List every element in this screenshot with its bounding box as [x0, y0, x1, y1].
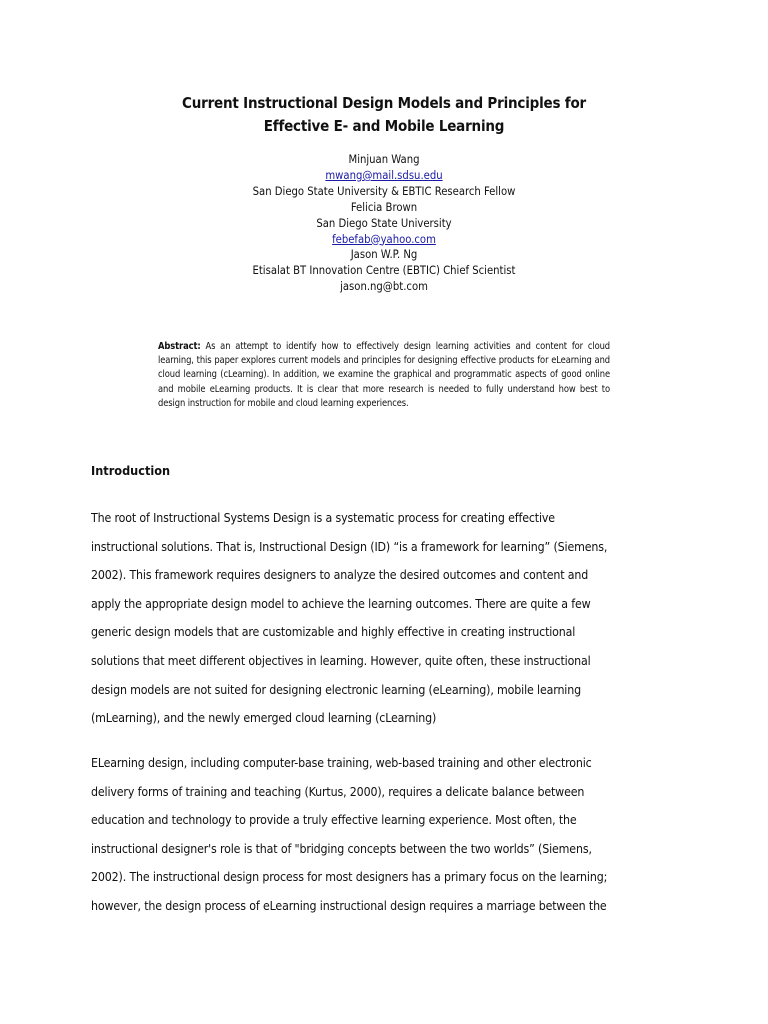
paragraph-line: apply the appropriate design model to achieve the learning outcomes. There are quite a few [91, 596, 591, 611]
abstract [158, 340, 610, 411]
paragraph-line: delivery forms of training and teaching (Kurtus, 2000), requires a delicate balance between [91, 784, 585, 799]
paper-title [0, 92, 768, 138]
author-name: Minjuan Wang [348, 153, 420, 166]
author-affiliation: San Diego State University & EBTIC Research Fellow [252, 184, 516, 198]
author-email-link[interactable]: febefab@yahoo.com [332, 232, 436, 246]
author-affiliation: Etisalat BT Innovation Centre (EBTIC) Chief Scientist [252, 264, 516, 278]
paragraph-line: generic design models that are customizable and highly effective in creating instructional [91, 625, 576, 640]
paragraph-line: instructional designer's role is that of "bridging concepts between the two worlds” (Siemens, [91, 841, 592, 856]
title-line: Effective E- and Mobile Learning [263, 117, 505, 135]
title-line: Current Instructional Design Models and Principles for [182, 94, 586, 112]
paragraph-line: ELearning design, including computer-base training, web-based training and other electronic [91, 756, 592, 770]
author-email: jason.ng@bt.com [340, 280, 428, 294]
paragraph [91, 749, 691, 921]
abstract-label: Abstract: [158, 341, 201, 352]
author-block [0, 152, 768, 295]
paragraph-line: (mLearning), and the newly emerged cloud learning (cLearning) [91, 711, 437, 726]
section-heading: Introduction [91, 463, 171, 478]
paragraph-line: instructional solutions. That is, Instructional Design (ID) “is a framework for learning” (Siemens, [91, 539, 608, 554]
author-name: Jason W.P. Ng [350, 248, 418, 262]
paragraph-line: 2002). This framework requires designers to analyze the desired outcomes and content and [91, 568, 589, 583]
author-name: Felicia Brown [350, 200, 418, 214]
author-affiliation: San Diego State University [316, 216, 452, 230]
paragraph-line: design models are not suited for designing electronic learning (eLearning), mobile learning [91, 682, 581, 697]
author-email-line [0, 168, 768, 184]
paragraph [91, 504, 691, 733]
paragraph-line: solutions that meet different objectives in learning. However, quite often, these instructional [91, 653, 591, 668]
author-email-line [0, 232, 768, 248]
paragraph-line: however, the design process of eLearning instructional design requires a marriage between the [91, 898, 607, 913]
paragraph-line: 2002). The instructional design process for most designers has a primary focus on the learning; [91, 870, 608, 885]
author-email-link[interactable]: mwang@mail.sdsu.edu [325, 168, 443, 182]
paragraph-line: education and technology to provide a truly effective learning experience. Most often, the [91, 813, 577, 828]
abstract-text: As an attempt to identify how to effectively design learning activities and content for cloud learning, this paper explores current models and principles for designing effective products for eLearning and cloud learning (cLearning). In addition, we examine the graphical and programmatic aspects of good online and mobile eLearning products. It is clear that more research is needed to fully understand how best to design instruction for mobile and cloud learning experiences. [158, 341, 610, 409]
paragraph-line: The root of Instructional Systems Design is a systematic process for creating effective [91, 511, 555, 525]
